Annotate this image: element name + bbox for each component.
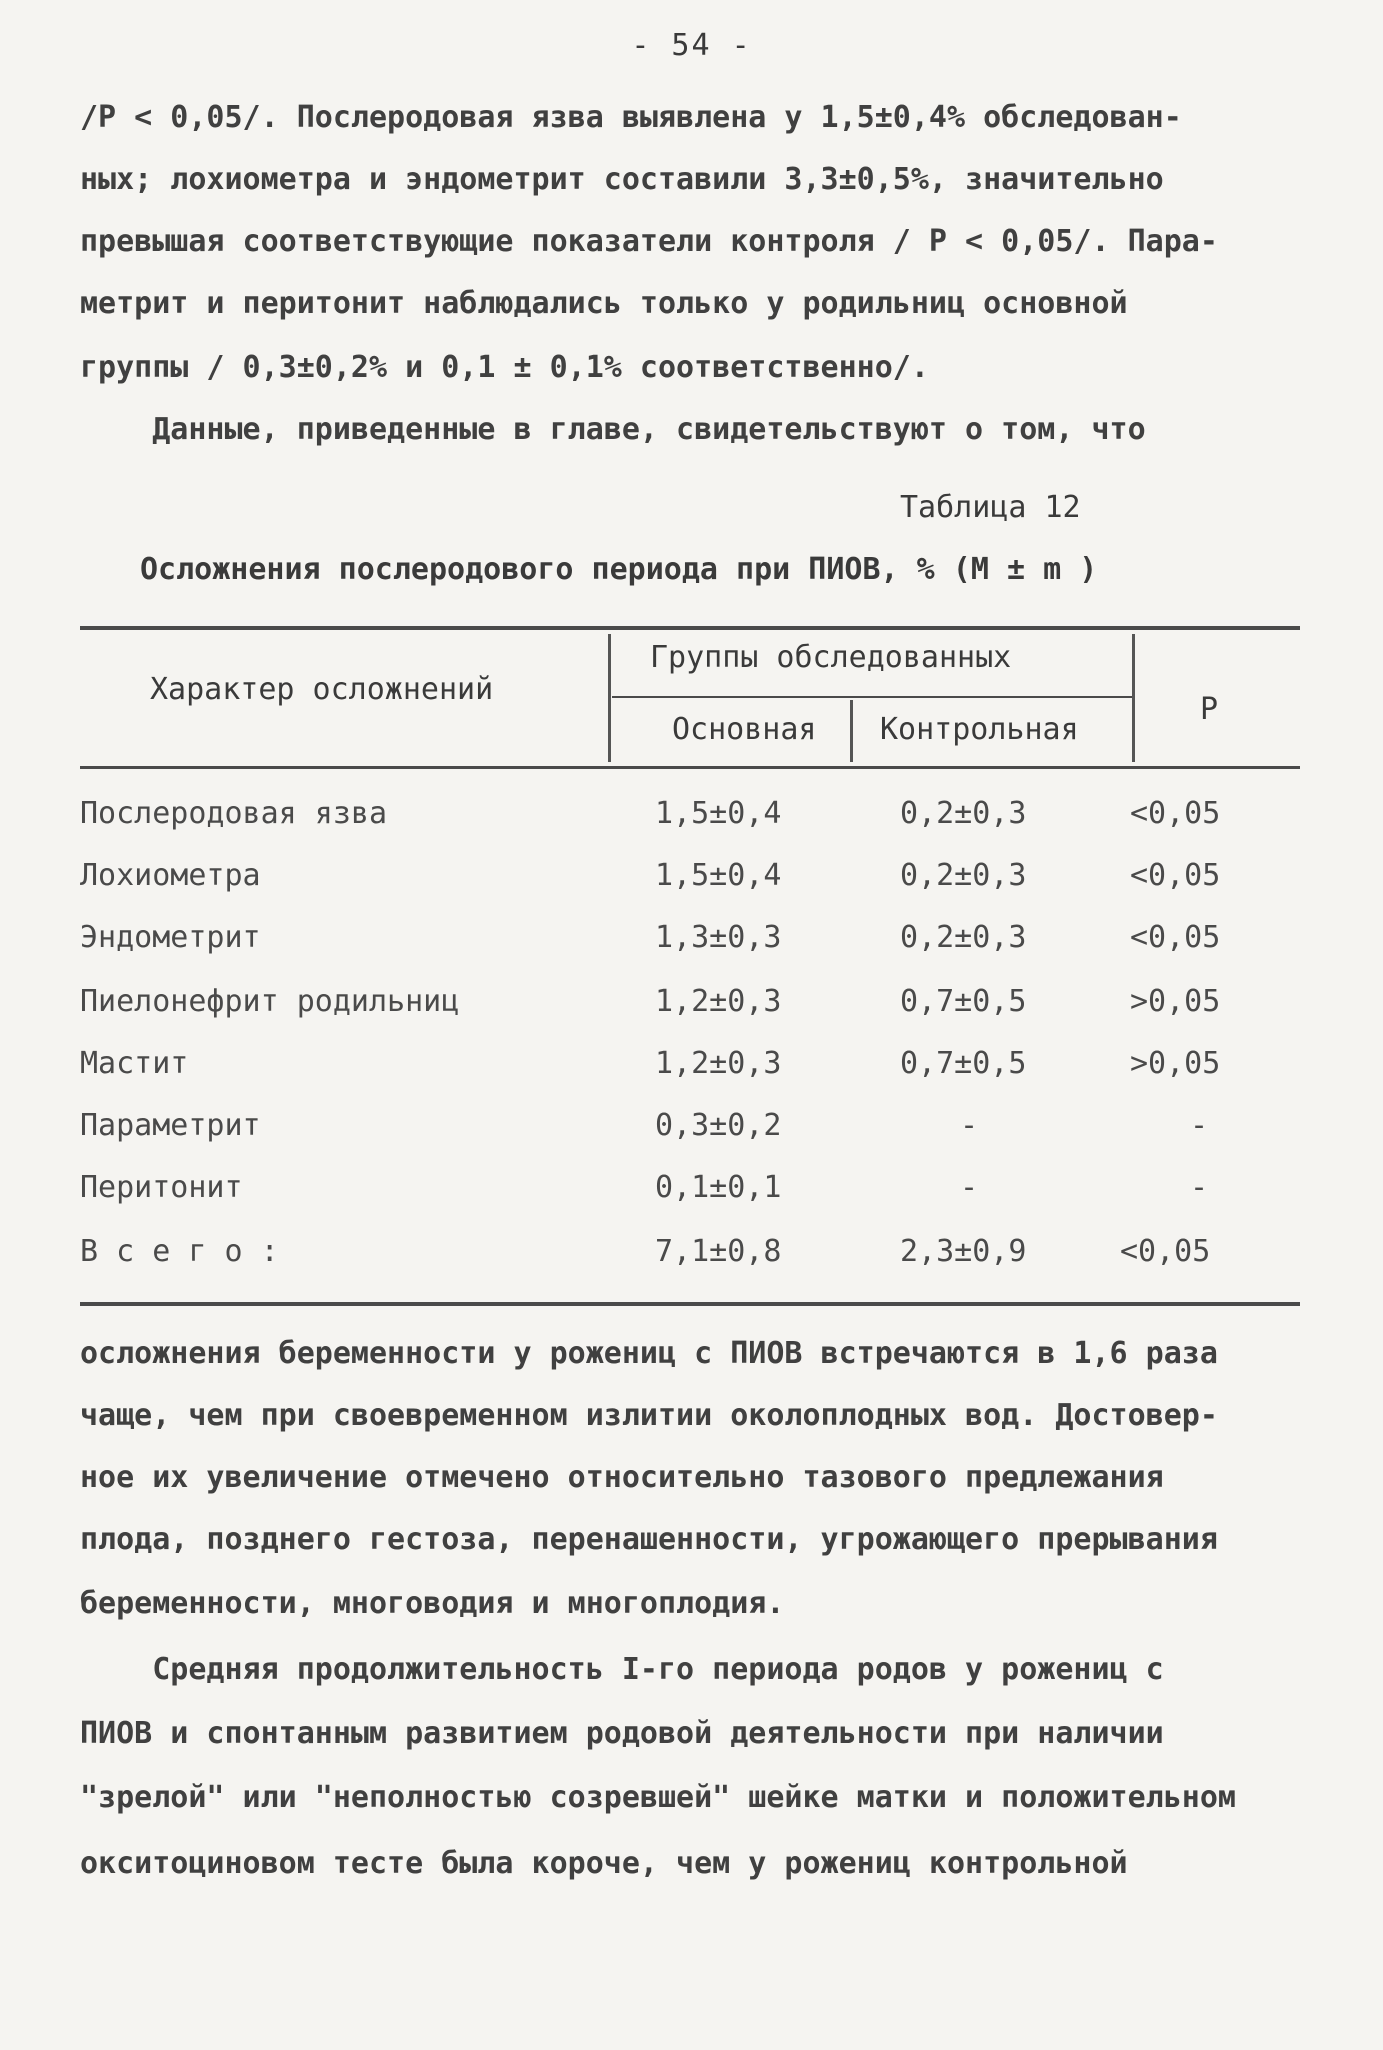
text-line: чаще, чем при своевременном излитии околоплодных вод. Достовер- — [80, 1398, 1218, 1433]
row-name: В с е г о : — [80, 1234, 279, 1269]
text-line: превышая соответствующие показатели контроля / P < 0,05/. Пара- — [80, 224, 1218, 259]
row-main: 1,2±0,3 — [655, 1046, 782, 1081]
table-caption: Осложнения послеродового периода при ПИОВ, % (M ± m ) — [140, 552, 1098, 587]
row-main: 7,1±0,8 — [655, 1234, 782, 1269]
row-p: <0,05 — [1120, 1234, 1211, 1269]
table-col-divider — [608, 634, 611, 762]
row-control: 0,7±0,5 — [900, 1046, 1027, 1081]
row-main: 1,3±0,3 — [655, 920, 782, 955]
row-main: 1,5±0,4 — [655, 796, 782, 831]
header-groups: Группы обследованных — [650, 640, 1012, 675]
text-line: плода, позднего гестоза, перенашенности, угрожающего прерывания — [80, 1522, 1218, 1557]
text-line: Данные, приведенные в главе, свидетельствуют о том, что — [80, 412, 1146, 447]
row-name: Пиелонефрит родильниц — [80, 984, 460, 1019]
row-name: Лохиометра — [80, 858, 261, 893]
row-control: 0,2±0,3 — [900, 796, 1027, 831]
text-line: беременности, многоводия и многоплодия. — [80, 1586, 785, 1621]
text-line: окситоциновом тесте была короче, чем у рожениц контрольной — [80, 1846, 1128, 1881]
page-number: - 54 - — [631, 28, 752, 63]
row-control: - — [960, 1170, 979, 1205]
row-name: Параметрит — [80, 1108, 261, 1143]
table-label: Таблица 12 — [900, 490, 1081, 525]
header-p: P — [1200, 692, 1219, 727]
row-name: Перитонит — [80, 1170, 243, 1205]
text-line: метрит и перитонит наблюдались только у родильниц основной — [80, 286, 1128, 321]
table-col-divider — [850, 700, 853, 762]
row-p: <0,05 — [1130, 796, 1221, 831]
text-line: ных; лохиометра и эндометрит составили 3,3±0,5%, значительно — [80, 162, 1164, 197]
text-line: ПИОВ и спонтанным развитием родовой деятельности при наличии — [80, 1716, 1164, 1751]
text-line: Средняя продолжительность I-го периода родов у рожениц с — [80, 1652, 1164, 1687]
row-main: 1,5±0,4 — [655, 858, 782, 893]
text-line: группы / 0,3±0,2% и 0,1 ± 0,1% соответственно/. — [80, 350, 929, 385]
row-main: 1,2±0,3 — [655, 984, 782, 1019]
row-control: 0,7±0,5 — [900, 984, 1027, 1019]
header-control: Контрольная — [880, 712, 1079, 747]
row-control: - — [960, 1108, 979, 1143]
table-top-rule — [80, 626, 1300, 630]
row-control: 2,3±0,9 — [900, 1234, 1027, 1269]
header-main: Основная — [672, 712, 817, 747]
row-main: 0,3±0,2 — [655, 1108, 782, 1143]
text-line: /P < 0,05/. Послеродовая язва выявлена у 1,5±0,4% обследован- — [80, 100, 1182, 135]
table-group-rule — [612, 696, 1132, 698]
row-p: >0,05 — [1130, 1046, 1221, 1081]
text-line: "зрелой" или "неполностью созревшей" шейке матки и положительном — [80, 1780, 1236, 1815]
row-p: - — [1190, 1170, 1209, 1205]
row-name: Мастит — [80, 1046, 189, 1081]
row-control: 0,2±0,3 — [900, 920, 1027, 955]
text-line: осложнения беременности у рожениц с ПИОВ встречаются в 1,6 раза — [80, 1336, 1218, 1371]
text-line: ное их увеличение отмечено относительно тазового предлежания — [80, 1460, 1164, 1495]
row-p: - — [1190, 1108, 1209, 1143]
row-p: <0,05 — [1130, 858, 1221, 893]
row-main: 0,1±0,1 — [655, 1170, 782, 1205]
row-p: >0,05 — [1130, 984, 1221, 1019]
row-p: <0,05 — [1130, 920, 1221, 955]
table-header-rule — [80, 766, 1300, 769]
table-col-divider — [1132, 634, 1135, 762]
table-bottom-rule — [80, 1302, 1300, 1306]
row-control: 0,2±0,3 — [900, 858, 1027, 893]
header-character: Характер осложнений — [150, 672, 494, 707]
row-name: Послеродовая язва — [80, 796, 388, 831]
row-name: Эндометрит — [80, 920, 261, 955]
